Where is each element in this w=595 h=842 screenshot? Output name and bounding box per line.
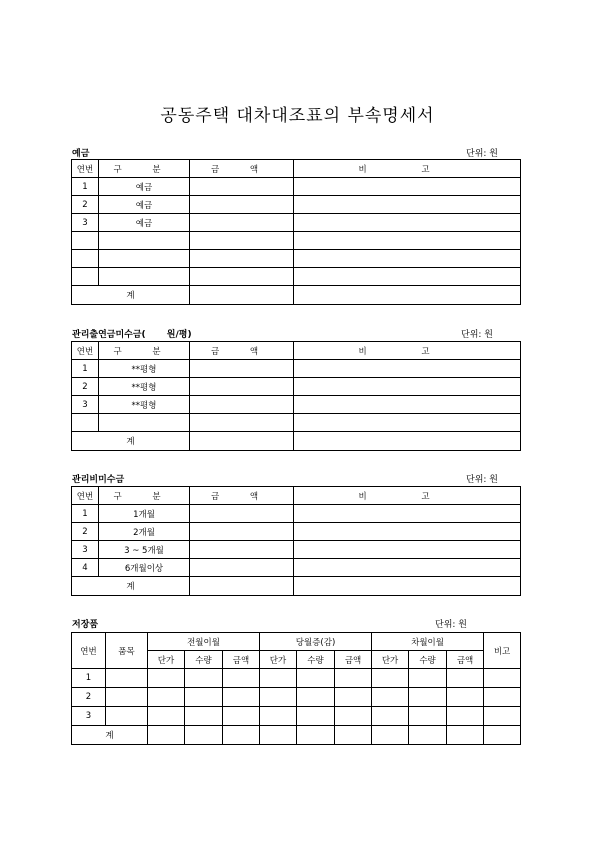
row-amount[interactable] — [190, 559, 294, 577]
header-no: 연번 — [72, 633, 106, 669]
row-cell[interactable] — [372, 707, 409, 726]
header-category: 구 분 — [99, 160, 190, 178]
row-category: 3 ~ 5개월 — [99, 541, 190, 559]
row-amount[interactable] — [190, 505, 294, 523]
row-amount[interactable] — [190, 396, 294, 414]
row-cell[interactable] — [409, 688, 447, 707]
header-month-change: 당월증(감) — [260, 633, 372, 651]
section-title-deposit: 예금 — [72, 149, 90, 159]
section-title-storage: 저장품 — [72, 620, 99, 630]
row-cell[interactable] — [484, 688, 521, 707]
row-cell[interactable] — [260, 688, 297, 707]
header-item: 품목 — [106, 633, 148, 669]
row-amount[interactable] — [190, 196, 294, 214]
row-category: 예금 — [99, 214, 190, 232]
unit-label-receivable: 단위: 원 — [466, 475, 498, 485]
subheader-quantity: 수량 — [185, 651, 223, 669]
row-note[interactable] — [294, 214, 521, 232]
deposit-table — [71, 159, 521, 305]
row-note[interactable] — [294, 505, 521, 523]
subheader-unit-price: 단가 — [260, 651, 297, 669]
row-no: 4 — [72, 559, 99, 577]
row-cell[interactable] — [447, 726, 484, 745]
row-category — [99, 232, 190, 250]
row-no: 3 — [72, 541, 99, 559]
table-header-row — [72, 633, 521, 651]
table-row — [72, 360, 521, 378]
row-no — [72, 268, 99, 286]
header-amount: 금 액 — [190, 160, 294, 178]
table-row — [72, 707, 521, 726]
subheader-unit-price: 단가 — [372, 651, 409, 669]
total-row — [72, 432, 521, 451]
total-row — [72, 726, 521, 745]
row-no — [72, 414, 99, 432]
row-category: 1개월 — [99, 505, 190, 523]
subheader-unit-price: 단가 — [148, 651, 185, 669]
row-category: 2개월 — [99, 523, 190, 541]
contribution-table — [71, 341, 521, 451]
total-amount[interactable] — [190, 432, 294, 451]
header-no: 연번 — [72, 342, 99, 360]
table-row — [72, 559, 521, 577]
row-category: 예금 — [99, 196, 190, 214]
table-row — [72, 414, 521, 432]
header-note: 비 고 — [294, 487, 521, 505]
row-category: **평형 — [99, 396, 190, 414]
row-note[interactable] — [294, 378, 521, 396]
subheader-amount: 금액 — [447, 651, 484, 669]
row-cell[interactable] — [409, 707, 447, 726]
header-note: 비고 — [484, 633, 521, 669]
row-cell[interactable] — [484, 726, 521, 745]
table-header-row — [72, 487, 521, 505]
row-cell[interactable] — [335, 707, 372, 726]
row-amount[interactable] — [190, 214, 294, 232]
row-category: **평형 — [99, 378, 190, 396]
header-amount: 금 액 — [190, 342, 294, 360]
row-amount[interactable] — [190, 250, 294, 268]
row-cell[interactable] — [185, 707, 223, 726]
row-no: 3 — [72, 396, 99, 414]
row-note[interactable] — [294, 196, 521, 214]
row-note[interactable] — [294, 232, 521, 250]
subheader-amount: 금액 — [223, 651, 260, 669]
row-cell[interactable] — [223, 707, 260, 726]
row-cell[interactable] — [484, 707, 521, 726]
row-amount[interactable] — [190, 541, 294, 559]
row-note[interactable] — [294, 541, 521, 559]
total-note[interactable] — [294, 577, 521, 596]
total-label: 계 — [72, 286, 190, 305]
row-cell[interactable] — [409, 726, 447, 745]
header-next-carryover: 차월이월 — [372, 633, 484, 651]
table-row — [72, 378, 521, 396]
section-title-receivable: 관리비미수금 — [72, 475, 125, 485]
row-no: 2 — [72, 378, 99, 396]
row-amount[interactable] — [190, 414, 294, 432]
row-category: 6개월이상 — [99, 559, 190, 577]
row-cell[interactable] — [185, 669, 223, 688]
row-category — [99, 268, 190, 286]
row-cell[interactable] — [335, 688, 372, 707]
unit-label-storage: 단위: 원 — [435, 620, 467, 630]
header-amount: 금 액 — [190, 487, 294, 505]
total-note[interactable] — [294, 286, 521, 305]
table-row — [72, 214, 521, 232]
table-row — [72, 396, 521, 414]
table-header-row — [72, 342, 521, 360]
row-cell[interactable] — [484, 669, 521, 688]
row-amount[interactable] — [190, 178, 294, 196]
unit-label-contribution: 단위: 원 — [461, 330, 493, 340]
row-no: 3 — [72, 214, 99, 232]
total-row — [72, 286, 521, 305]
row-cell[interactable] — [447, 669, 484, 688]
row-cell[interactable] — [447, 707, 484, 726]
row-no: 2 — [72, 196, 99, 214]
row-note[interactable] — [294, 268, 521, 286]
header-category: 구 분 — [99, 342, 190, 360]
row-cell[interactable] — [223, 688, 260, 707]
total-row — [72, 577, 521, 596]
table-header-row — [72, 160, 521, 178]
row-cell[interactable] — [260, 707, 297, 726]
total-label: 계 — [72, 432, 190, 451]
row-category — [99, 250, 190, 268]
row-amount[interactable] — [190, 523, 294, 541]
row-note[interactable] — [294, 559, 521, 577]
table-row — [72, 505, 521, 523]
table-row — [72, 250, 521, 268]
row-amount[interactable] — [190, 378, 294, 396]
header-no: 연번 — [72, 160, 99, 178]
row-no — [72, 232, 99, 250]
row-no: 1 — [72, 505, 99, 523]
row-cell[interactable] — [260, 669, 297, 688]
row-note[interactable] — [294, 178, 521, 196]
row-no: 2 — [72, 688, 106, 707]
subheader-quantity: 수량 — [409, 651, 447, 669]
total-label: 계 — [72, 726, 148, 745]
row-note[interactable] — [294, 250, 521, 268]
row-cell[interactable] — [447, 688, 484, 707]
section-title-contribution: 관리출연금미수금( 원/평) — [72, 330, 192, 340]
table-row — [72, 268, 521, 286]
subheader-quantity: 수량 — [297, 651, 335, 669]
table-row — [72, 232, 521, 250]
row-note[interactable] — [294, 414, 521, 432]
table-row — [72, 523, 521, 541]
table-row — [72, 178, 521, 196]
header-category: 구 분 — [99, 487, 190, 505]
row-no — [72, 250, 99, 268]
row-cell[interactable] — [223, 726, 260, 745]
table-row — [72, 541, 521, 559]
unit-label-deposit: 단위: 원 — [466, 149, 498, 159]
storage-table — [71, 632, 521, 745]
total-note[interactable] — [294, 432, 521, 451]
row-category: 예금 — [99, 178, 190, 196]
row-note[interactable] — [294, 396, 521, 414]
row-note[interactable] — [294, 523, 521, 541]
row-category — [99, 414, 190, 432]
table-row — [72, 669, 521, 688]
receivable-table — [71, 486, 521, 596]
row-cell[interactable] — [148, 688, 185, 707]
row-category: **평형 — [99, 360, 190, 378]
page-title: 공동주택 대차대조표의 부속명세서 — [160, 106, 435, 126]
row-cell[interactable] — [297, 707, 335, 726]
row-cell[interactable] — [185, 726, 223, 745]
header-note: 비 고 — [294, 342, 521, 360]
row-cell[interactable] — [297, 688, 335, 707]
row-cell[interactable] — [372, 688, 409, 707]
table-row — [72, 196, 521, 214]
header-note: 비 고 — [294, 160, 521, 178]
subheader-amount: 금액 — [335, 651, 372, 669]
row-cell[interactable] — [297, 726, 335, 745]
row-cell[interactable] — [223, 669, 260, 688]
row-no: 2 — [72, 523, 99, 541]
row-cell[interactable] — [106, 707, 148, 726]
row-cell[interactable] — [372, 669, 409, 688]
row-cell[interactable] — [106, 669, 148, 688]
row-no: 1 — [72, 360, 99, 378]
row-no: 1 — [72, 178, 99, 196]
row-no: 1 — [72, 669, 106, 688]
row-note[interactable] — [294, 360, 521, 378]
row-amount[interactable] — [190, 232, 294, 250]
header-prev-carryover: 전월이월 — [148, 633, 260, 651]
table-row — [72, 688, 521, 707]
row-cell[interactable] — [297, 669, 335, 688]
row-cell[interactable] — [335, 726, 372, 745]
row-cell[interactable] — [148, 726, 185, 745]
row-no: 3 — [72, 707, 106, 726]
header-no: 연번 — [72, 487, 99, 505]
row-cell[interactable] — [409, 669, 447, 688]
row-cell[interactable] — [260, 726, 297, 745]
row-amount[interactable] — [190, 360, 294, 378]
row-cell[interactable] — [106, 688, 148, 707]
total-label: 계 — [72, 577, 190, 596]
total-amount[interactable] — [190, 577, 294, 596]
row-cell[interactable] — [148, 707, 185, 726]
row-cell[interactable] — [372, 726, 409, 745]
row-cell[interactable] — [185, 688, 223, 707]
row-cell[interactable] — [148, 669, 185, 688]
row-amount[interactable] — [190, 268, 294, 286]
row-cell[interactable] — [335, 669, 372, 688]
total-amount[interactable] — [190, 286, 294, 305]
